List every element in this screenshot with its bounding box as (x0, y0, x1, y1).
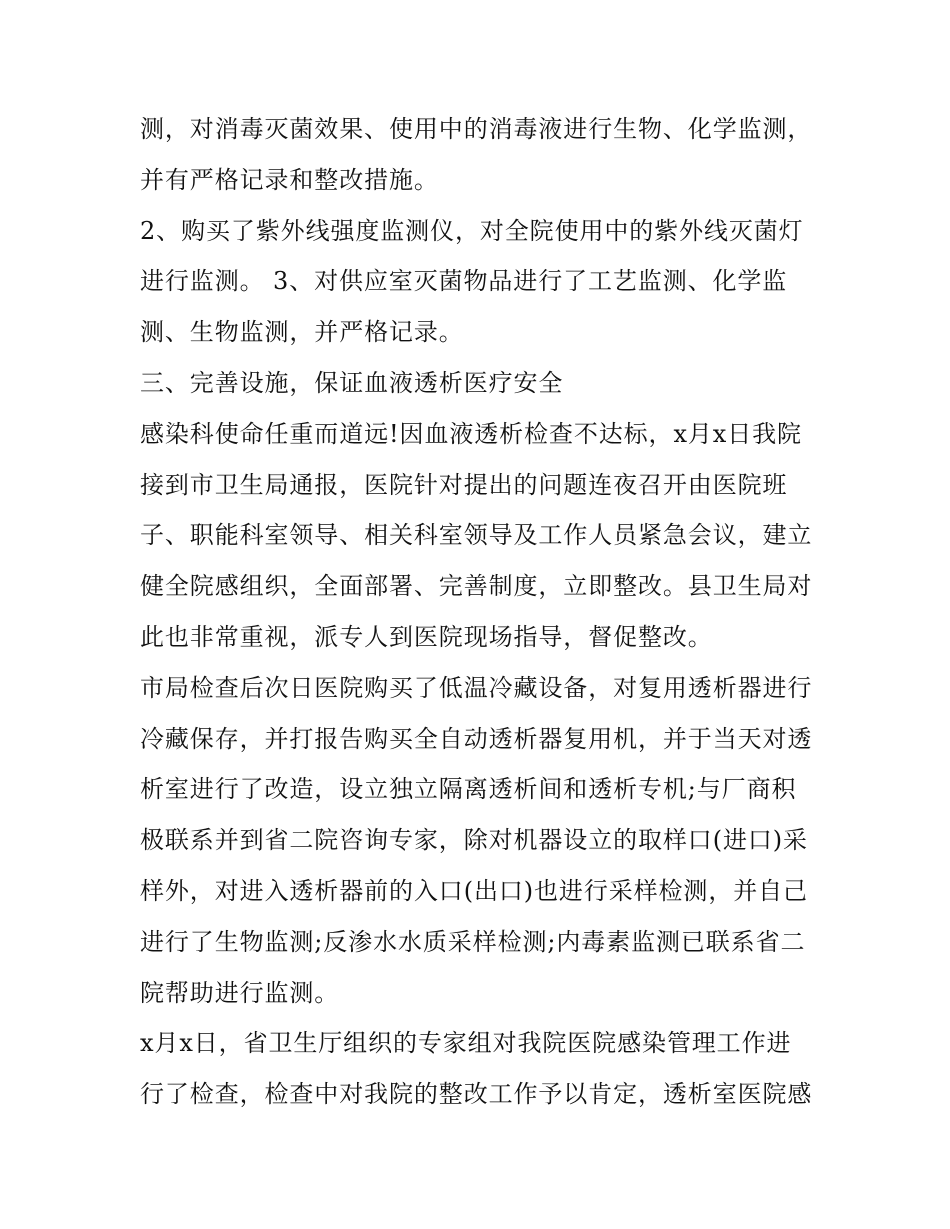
section-heading: 三、完善设施，保证血液透析医疗安全 (140, 368, 564, 397)
text-line: 进行了生物监测;反渗水水质采样检测;内毒素监测已联系省二 (140, 927, 806, 956)
text-line: 并有严格记录和整改措施。 (140, 165, 439, 194)
text-line: 析室进行了改造，设立独立隔离透析间和透析专机;与厂商积 (140, 775, 797, 804)
text-line: 市局检查后次日医院购买了低温冷藏设备，对复用透析器进行 (140, 673, 813, 702)
text-line: 院帮助进行监测。 (140, 978, 340, 1007)
text-line: 进行监测。 3、对供应室灭菌物品进行了工艺监测、化学监 (140, 267, 788, 296)
text-line: 冷藏保存，并打报告购买全自动透析器复用机，并于当天对透 (140, 724, 813, 753)
document-body (140, 104, 820, 1120)
text-line: x月x日，省卫生厅组织的专家组对我院医院感染管理工作进 (140, 1029, 792, 1058)
text-line: 测、生物监测，并严格记录。 (140, 318, 464, 347)
text-line: 感染科使命任重而道远!因血液透析检查不达标，x月x日我院 (140, 419, 802, 448)
text-line: 2、购买了紫外线强度监测仪，对全院使用中的紫外线灭菌灯 (140, 216, 804, 245)
text-line: 测，对消毒灭菌效果、使用中的消毒液进行生物、化学监测， (140, 115, 813, 143)
text-line: 接到市卫生局通报，医院针对提出的问题连夜召开由医院班 (140, 470, 788, 499)
text-line: 行了检查，检查中对我院的整改工作予以肯定，透析室医院感 (140, 1080, 813, 1109)
text-line: 极联系并到省二院咨询专家，除对机器设立的取样口(进口)采 (140, 826, 808, 855)
text-line: 样外，对进入透析器前的入口(出口)也进行采样检测，并自己 (140, 876, 808, 905)
text-line: 子、职能科室领导、相关科室领导及工作人员紧急会议，建立 (140, 521, 813, 550)
text-line: 健全院感组织，全面部署、完善制度，立即整改。县卫生局对 (140, 572, 813, 601)
text-line: 此也非常重视，派专人到医院现场指导，督促整改。 (140, 622, 713, 651)
